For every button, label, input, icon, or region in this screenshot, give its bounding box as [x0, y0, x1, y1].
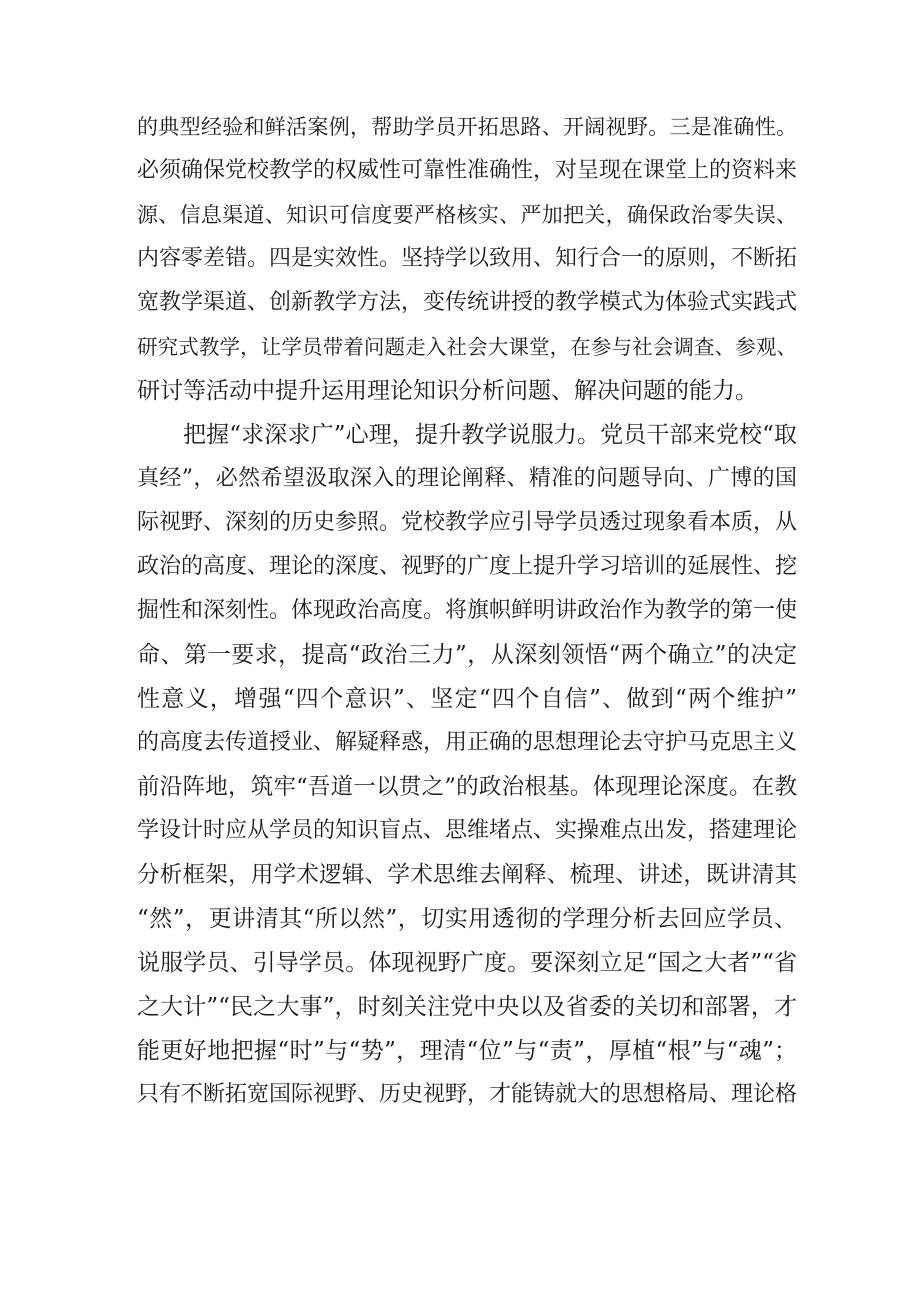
text-line: 分析框架，用学术逻辑、学术思维去阐释、梳理、讲述，既讲清其: [137, 862, 797, 888]
text-line: 掘性和深刻性。体现政治高度。将旗帜鲜明讲政治作为教学的第一使: [137, 598, 798, 623]
text-line: 内容零差错。四是实效性。坚持学以致用、知行合一的原则，不断拓: [137, 246, 798, 271]
paragraph-first-line: 把握“求深求广”心理，提升教学说服力。党员干部来党校“取: [183, 422, 797, 448]
text-line: 研讨等活动中提升运用理论知识分析问题、解决问题的能力。: [137, 378, 758, 404]
text-line: 学设计时应从学员的知识盲点、思维堵点、实操难点出发，搭建理论: [137, 818, 798, 843]
text-line: 前沿阵地，筑牢“吾道一以贯之”的政治根基。体现理论深度。在教: [137, 774, 797, 800]
text-line: 之大计”“民之大事”，时刻关注党中央以及省委的关切和部署，才: [137, 994, 797, 1020]
text-line: 的高度去传道授业、解疑释惑，用正确的思想理论去守护马克思主义: [137, 730, 798, 755]
text-line: 政治的高度、理论的深度、视野的广度上提升学习培训的延展性、挖: [137, 554, 798, 579]
text-line: “然”，更讲清其“所以然”，切实用透彻的学理分析去回应学员、: [137, 906, 797, 932]
text-line: 真经”，必然希望汲取深入的理论阐释、精准的问题导向、广博的国: [137, 466, 797, 491]
text-line: 际视野、深刻的历史参照。党校教学应引导学员透过现象看本质，从: [137, 510, 798, 535]
text-line: 性意义，增强“四个意识”、坚定“四个自信”、做到“两个维护”: [137, 686, 797, 712]
text-line: 只有不断拓宽国际视野、历史视野，才能铸就大的思想格局、理论格: [137, 1082, 798, 1107]
text-line: 宽教学渠道、创新教学方法，变传统讲授的教学模式为体验式实践式: [137, 290, 798, 315]
text-line: 能更好地把握“时”与“势”，理清“位”与“责”，厚植“根”与“魂”；: [137, 1038, 797, 1064]
text-line: 说服学员、引导学员。体现视野广度。要深刻立足“国之大者”“省: [137, 950, 797, 976]
text-line: 的典型经验和鲜活案例，帮助学员开拓思路、开阔视野。三是准确性。: [137, 115, 797, 139]
text-line: 研究式教学，让学员带着问题走入社会大课堂，在参与社会调查、参观、: [137, 335, 797, 359]
text-line: 必须确保党校教学的权威性可靠性准确性，对呈现在课堂上的资料来: [137, 158, 798, 183]
text-line: 命、第一要求，提高“政治三力”，从深刻领悟“两个确立”的决定: [137, 642, 797, 668]
text-line: 源、信息渠道、知识可信度要严格核实、严加把关，确保政治零失误、: [137, 203, 797, 227]
